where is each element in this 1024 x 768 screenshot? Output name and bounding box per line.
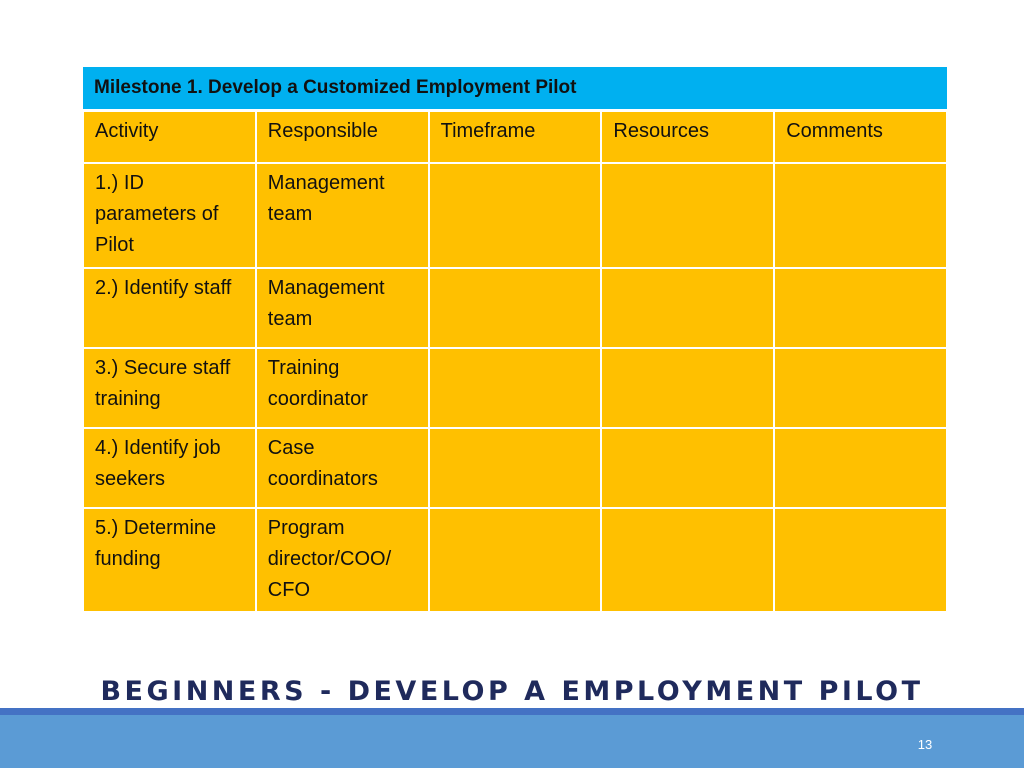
table-row [83,163,947,268]
cell-responsible: Program director/COO/ CFO [256,508,429,612]
header-timeframe: Timeframe [429,111,602,164]
milestone-table-container [82,67,946,613]
table-row [83,348,947,428]
cell-activity: 5.) Determine funding [83,508,256,612]
cell-comments [774,268,947,348]
cell-responsible: Case coordinators [256,428,429,508]
footer-divider [0,708,1024,715]
header-comments: Comments [774,111,947,164]
cell-comments [774,163,947,268]
table-row [83,508,947,612]
cell-activity: 3.) Secure staff training [83,348,256,428]
milestone-table [82,67,948,613]
cell-comments [774,428,947,508]
cell-responsible: Management team [256,163,429,268]
cell-timeframe [429,428,602,508]
table-title-row [83,67,947,111]
cell-resources [601,428,774,508]
footer-band [0,715,1024,768]
cell-resources [601,163,774,268]
cell-activity: 2.) Identify staff [83,268,256,348]
cell-activity: 1.) ID parameters of Pilot [83,163,256,268]
table-row [83,428,947,508]
cell-responsible: Training coordinator [256,348,429,428]
cell-comments [774,508,947,612]
cell-timeframe [429,163,602,268]
cell-activity: 4.) Identify job seekers [83,428,256,508]
cell-resources [601,508,774,612]
header-responsible: Responsible [256,111,429,164]
cell-timeframe [429,348,602,428]
cell-comments [774,348,947,428]
table-title: Milestone 1. Develop a Customized Employment Pilot [83,67,947,111]
header-resources: Resources [601,111,774,164]
cell-responsible: Management team [256,268,429,348]
table-row [83,268,947,348]
header-activity: Activity [83,111,256,164]
cell-timeframe [429,508,602,612]
page-number: 13 [917,737,933,752]
slide-title: BEGINNERS - DEVELOP A EMPLOYMENT PILOT [100,676,924,707]
cell-resources [601,268,774,348]
cell-timeframe [429,268,602,348]
cell-resources [601,348,774,428]
table-header-row [83,111,947,164]
